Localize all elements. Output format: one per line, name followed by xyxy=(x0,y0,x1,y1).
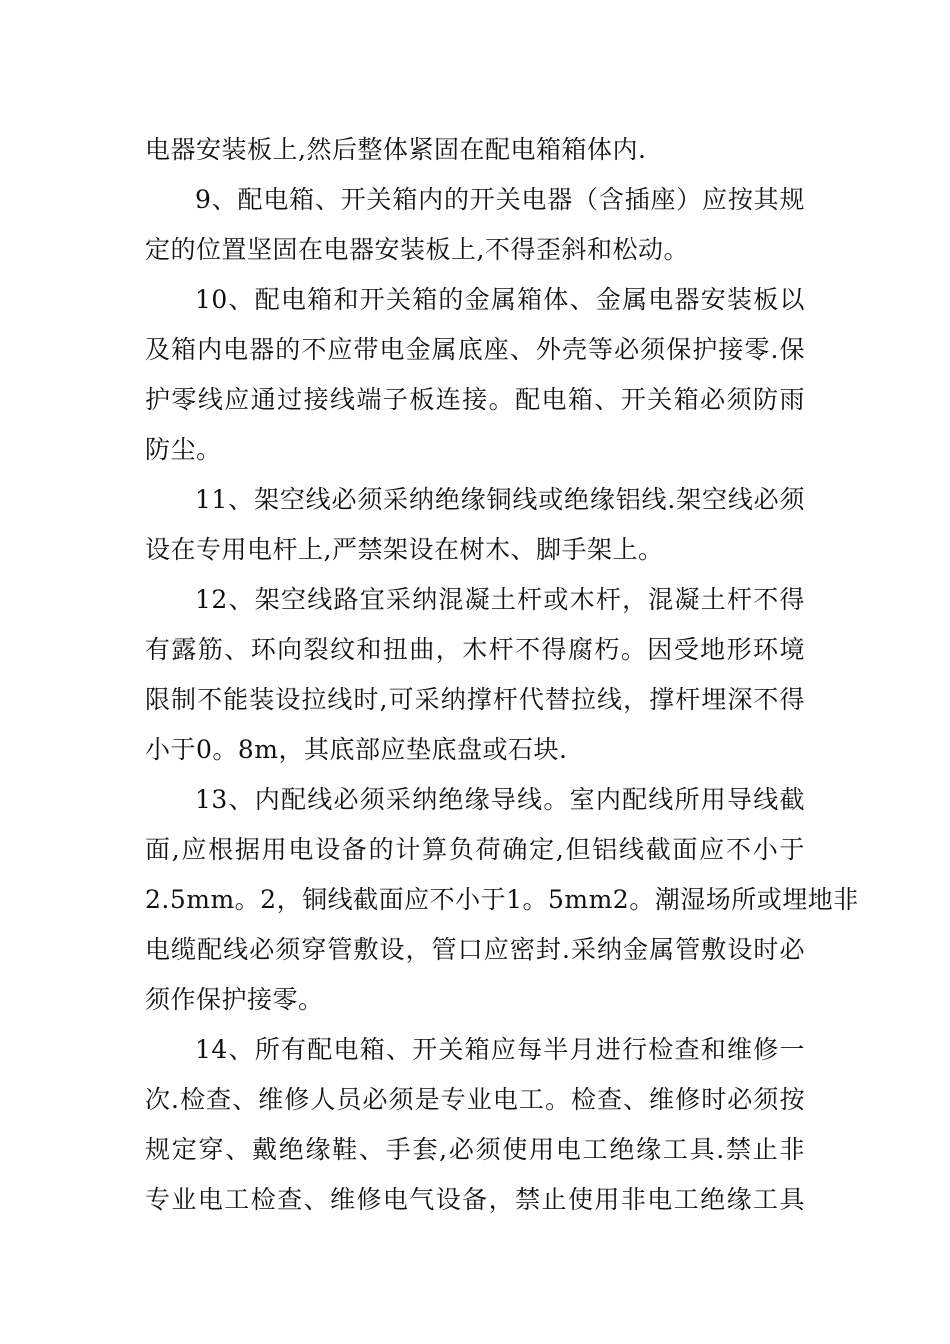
text-line: 防尘。 xyxy=(145,435,222,464)
text-line: 限制不能装设拉线时,可采纳撑杆代替拉线，撑杆埋深不得 xyxy=(145,685,805,714)
text-line: 及箱内电器的不应带电金属底座、外壳等必须保护接零.保 xyxy=(145,335,805,364)
text-line: 11、架空线必须采纳绝缘铜线或绝缘铝线.架空线必须 xyxy=(195,485,805,514)
text-line: 有露筋、环向裂纹和扭曲，木杆不得腐朽。因受地形环境 xyxy=(145,635,805,664)
text-line: 13、内配线必须采纳绝缘导线。室内配线所用导线截 xyxy=(195,785,805,814)
text-line: 小于0。8m，其底部应垫底盘或石块. xyxy=(145,735,568,764)
text-line: 规定穿、戴绝缘鞋、手套,必须使用电工绝缘工具.禁止非 xyxy=(145,1135,805,1164)
text-line: 专业电工检查、维修电气设备，禁止使用非电工绝缘工具 xyxy=(145,1185,805,1214)
text-line: 面,应根据用电设备的计算负荷确定,但铝线截面应不小于 xyxy=(145,835,805,864)
text-line: 定的位置坚固在电器安装板上,不得歪斜和松动。 xyxy=(145,235,689,264)
text-line: 10、配电箱和开关箱的金属箱体、金属电器安装板以 xyxy=(195,285,805,314)
text-line: 电器安装板上,然后整体紧固在配电箱箱体内. xyxy=(145,135,647,164)
text-line: 护零线应通过接线端子板连接。配电箱、开关箱必须防雨 xyxy=(145,385,805,414)
text-line: 须作保护接零。 xyxy=(145,985,324,1014)
text-line: 设在专用电杆上,严禁架设在树木、脚手架上。 xyxy=(145,535,664,564)
text-line: 12、架空线路宜采纳混凝土杆或木杆，混凝土杆不得 xyxy=(195,585,805,614)
text-line: 电缆配线必须穿管敷设，管口应密封.采纳金属管敷设时必 xyxy=(145,935,805,964)
text-line: 14、所有配电箱、开关箱应每半月进行检查和维修一 xyxy=(195,1035,805,1064)
text-line: 2.5mm。2，铜线截面应不小于1。5mm2。潮湿场所或埋地非 xyxy=(145,885,859,914)
text-line: 次.检查、维修人员必须是专业电工。检查、维修时必须按 xyxy=(145,1085,805,1114)
text-line: 9、配电箱、开关箱内的开关电器（含插座）应按其规 xyxy=(195,185,805,214)
